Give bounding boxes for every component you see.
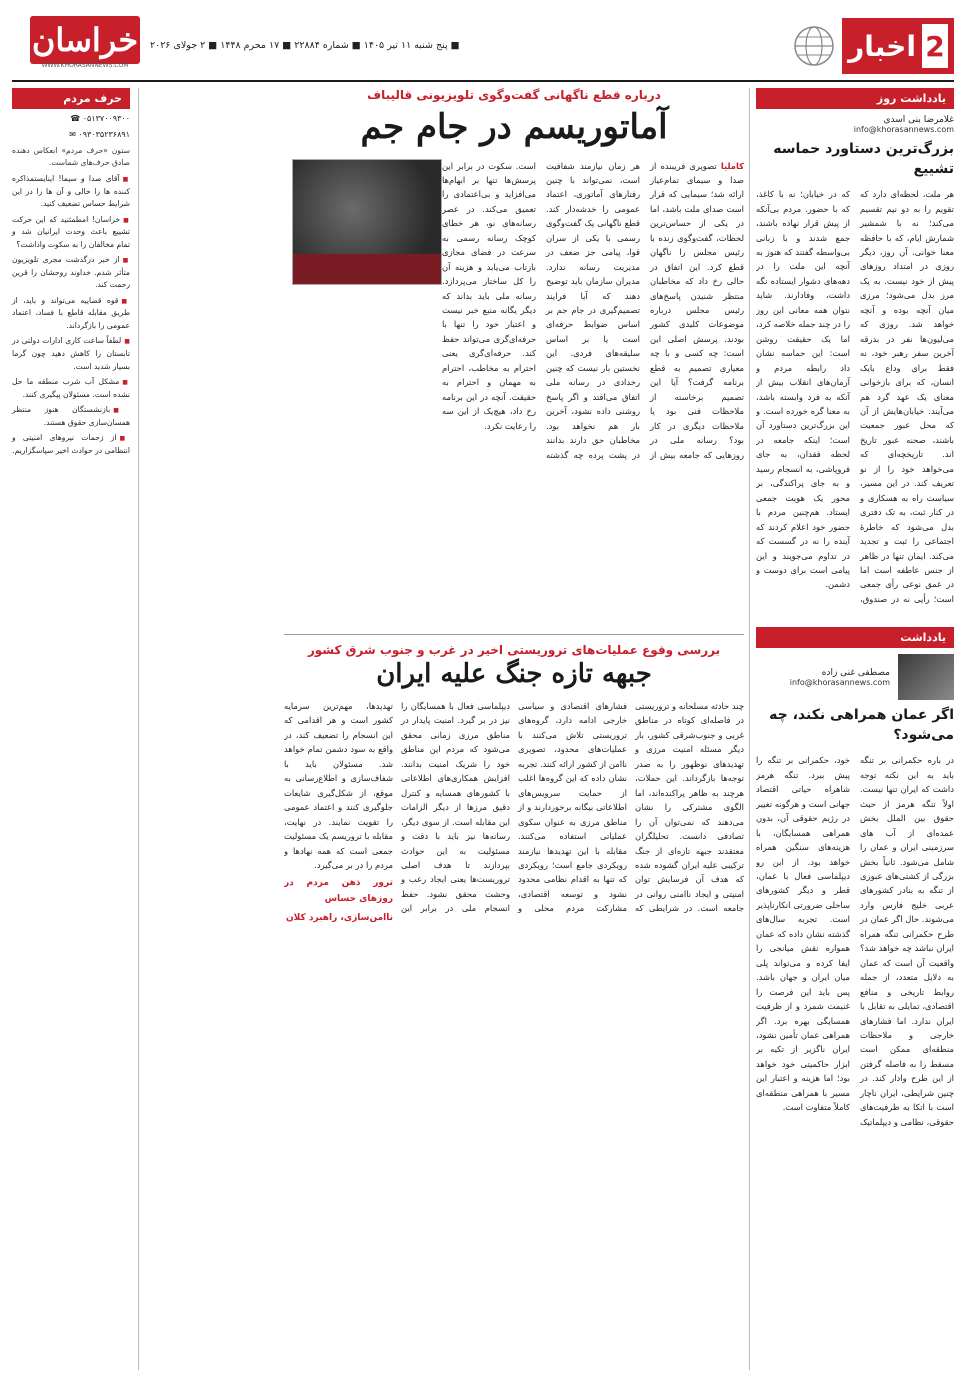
note-headline: بزرگ‌ترین دستاورد حماسه تشییع: [773, 141, 954, 177]
list-item: ■ آقای صدا و سیما! اینایستمذاکره کننده ها را خالی و آن ها را در این شرایط حساس تضعیف کنید.: [12, 173, 130, 211]
masthead-divider: [12, 80, 954, 82]
list-item: ■ از خبر درگذشت مجری تلویزیون متأثر شدم. خداوند روحشان را قرین رحمت کند.: [12, 254, 130, 292]
section-name: اخبار: [848, 29, 916, 63]
column-divider: [138, 88, 139, 1370]
note-author: غلامرضا بنی اسدی: [883, 115, 954, 125]
second-article: [284, 626, 744, 1299]
article-headline[interactable]: آماتوریسم در جام جم: [360, 107, 668, 147]
list-item: ■ خراسان! امطمئنید که این حرکت تشییع باعث وحدت ایرانیان شد و تمام مخالفان را به سکوت واداشت؟: [12, 214, 130, 252]
article-supertitle: درباره قطع ناگهانی گفت‌وگوی تلویزیونی قالیباف: [367, 88, 661, 102]
note-author-email[interactable]: info@khorasannews.com: [853, 125, 954, 134]
article-lead-label: کاملیا: [720, 160, 744, 171]
left-column: [12, 88, 130, 460]
contact-phone[interactable]: ☎ ۰۵۱۳۷۰۰۹۳۰۰: [70, 114, 130, 123]
note2-author-row: [756, 654, 954, 700]
article-divider: [284, 634, 744, 635]
people-voice-list: [12, 173, 130, 457]
list-item: ■ از زحمات نیروهای امنیتی و انتظامی در حوادث اخیر سپاسگزاریم.: [12, 432, 130, 457]
note2-box-title: یادداشت: [756, 627, 954, 648]
section-number: 2: [920, 22, 950, 70]
newspaper-logo[interactable]: خراسان: [30, 16, 140, 64]
logo-website: WWW.KHORASANNEWS.COM: [41, 62, 129, 69]
author-photo: [898, 654, 954, 700]
note2-author-email[interactable]: info@khorasannews.com: [789, 677, 890, 687]
dateline: ■ پنج شنبه ۱۱ تیر ۱۴۰۵ ■ شماره ۲۲۸۸۴ ■ ۱۷ محرم ۱۴۴۸ ■ ۲ جولای ۲۰۲۶: [150, 40, 460, 51]
column-divider: [749, 88, 750, 1370]
article-body-text: تصویری فریبنده از صدا و سیمای تمام‌عیار ارائه شد؛ سیمایی که قرار است صدای ملت باشد، اما در یکی از حساس‌ترین لحظات، گفت‌وگوی زنده با رئیس مجلس را ناگهان قطع کرد. این اتفاق در حالی رخ داد که مخاطبان منتظر شنیدن پاسخ‌های رئیس مجلس درباره موضوعات کلیدی کشور بودند. پرسش اصلی این است: چه کسی و با چه معیاری تصمیم به قطع برنامه گرفت؟ آیا این تصمیم برخاسته از ملاحظات فنی بود یا ملاحظات دیگری در کار بود؟ رسانه ملی در روزهایی که جامعه بیش از هر زمان نیازمند شفافیت است، نمی‌تواند با چنین رفتارهای آماتوری، اعتماد عمومی را خدشه‌دار کند. قطع ناگهانی یک گفت‌وگوی رسمی با یکی از سران قوا، پیامی جز ضعف در مدیریت رسانه ندارد. مدیران سازمان باید توضیح دهند که آیا فرایند تصمیم‌گیری در جام جم بر اساس ضوابط حرفه‌ای است یا بر اساس سلیقه‌های فردی. این نخستین بار نیست که چنین رخدادی در رسانه ملی اتفاق می‌افتد و اگر پاسخ روشنی داده نشود، آخرین بار هم نخواهد بود. مخاطبان حق دارند بدانند در پشت پرده چه گذشته است. سکوت در برابر این پرسش‌ها تنها بر ابهام‌ها می‌افزاید و بی‌اعتمادی را تعمیق می‌کند. در عصر رسانه‌های نو، هر خطای کوچک رسانه رسمی به سرعت در فضای مجازی بازتاب می‌یابد و هزینه آن را کل ساختار می‌پردازد. رسانه ملی باید بداند که دیگر یگانه منبع خبر نیست و اعتبار خود را تنها با حرفه‌ای‌گری می‌تواند حفظ کند. حرفه‌ای‌گری یعنی احترام به مخاطب، احترام به مهمان و احترام به حقیقت. آنچه در این برنامه رخ داد، هیچ‌یک از این سه را رعایت نکرد.: [442, 160, 744, 460]
note2-body: در باره حکمرانی بر تنگه باید به این نکته توجه داشت که ایران تنها نیست. اولاً تنگه هرمز از حیث حقوق بین الملل بخش عمده‌ای از آب های سرزمینی ایران و عمان را شامل می‌شود. ثانیاً بخش بزرگی از کشتی‌های عبوری از تنگه به بنادر کشورهای عربی خلیج فارس وارد می‌شوند. حال اگر عمان در طرح حکمرانی تنگه همراه ایران نباشد چه خواهد شد؟ واقعیت آن است که عمان به دلایل متعدد، از جمله روابط تاریخی و منافع اقتصادی، تمایلی به تقابل با ایران ندارد. اما فشارهای خارجی و ملاحظات منطقه‌ای ممکن است مسقط را به فاصله گرفتن از این طرح وادار کند. در چنین شرایطی، ایران ناچار است با اتکا به ظرفیت‌های حقوقی، نظامی و دیپلماتیک خود، حکمرانی بر تنگه را پیش ببرد. تنگه هرمز شاهراه حیاتی اقتصاد جهانی است و هرگونه تغییر در رژیم حقوقی آن، بدون همراهی همسایگان، با هزینه‌های سنگین همراه خواهد بود. از این رو دیپلماسی فعال با عمان، قطر و دیگر کشورهای ساحلی ضرورتی انکارناپذیر است. تجربه سال‌های گذشته نشان داده که عمان همواره نقش میانجی را ایفا کرده و می‌تواند پلی میان ایران و جهان باشد. پس باید این فرصت را غنیمت شمرد و از ظرفیت همسایگی بهره برد. اگر همراهی عمان تأمین نشود، ایران ناگزیر از تکیه بر ابزار حاکمیتی خود خواهد بود؛ اما هزینه و اعتبار این مسیر با همراهی منطقه‌ای کاملاً متفاوت است.: [756, 755, 954, 1127]
note2-author: مصطفی غنی زاده: [821, 667, 890, 678]
right-column: [756, 88, 954, 1223]
article-photo: [292, 159, 442, 285]
list-item: ■ لطفاً ساعت کاری ادارات دولتی در تابستان را کاهش دهید چون گرما بسیار شدید است.: [12, 335, 130, 373]
article2-body: [284, 699, 744, 1299]
contact-sms[interactable]: ✉ ۰۹۳۰۳۵۲۳۶۸۹۱: [69, 130, 130, 139]
note-box-title: یادداشت روز: [756, 88, 954, 109]
article2-subhead: ترور ذهن مردم در روزهای حساس: [284, 878, 393, 904]
article2-supertitle: بررسی وقوع عملیات‌های تروریستی اخیر در غرب و جنوب شرق کشور: [307, 643, 721, 657]
masthead: [0, 0, 966, 82]
list-item: ■ مشکل آب شرب منطقه ما حل نشده است. مسئولان پیگیری کنند.: [12, 376, 130, 401]
note-body: هر ملت، لحظه‌ای دارد که تقویم را به دو نیم تقسیم می‌کند؛ نه با شمشیر شمارش ایام، که با حافظه معنا خوانی. آن روز، دیگر روزی در امتداد روزهای پیش از خود نیست. به یک مرز بدل می‌شود؛ مرزی میان آنچه بوده و آنچه خواهد شد. روزی که می‌لیون‌ها نفر در بدرقه آخرین سفر رهبر خود، نه فقط برای وداع بایک انسان، که برای بازخوانی معنای یک عهد گرد هم می‌آیند. خیابان‌هایش از آن که محل عبور جمعیت باشند، صحنه عبور تاریخ اند. تاریخچه‌ای که می‌خواهد خود را از نو تعریف کند. در این مسیر، سیاست راه به هسکاری و در کنار ثبت، به تک دفتری بدل می‌شود که خاطرهٔ اجتماعی را ثبت و تجدید می‌کند. ایمان تنها در ظاهر از جنس عاطفه است اما در عمق نوعی رأی جمعی است؛ رأیی نه در صندوق، که در خیابان؛ نه با کاغذ، که با حضور. مردم بی‌آنکه از پیش قرار نهاده باشند، جمع شدند و با زبانی بی‌واسطه گفتند که هنوز به آنچه این ملت را در دهه‌های دشوار ایستاده نگه داشت، وفادارند. شاید نتوان همه معانی این روز را در چند جمله خلاصه کرد، اما یک حقیقت روشن است: این حماسه نشان داد رابطه مردم و آرمان‌های انقلاب بیش از آنکه به فرد وابسته باشد، به معنا گره خورده است. و این بزرگ‌ترین دستاورد آن است؛ اینکه جامعه در لحظه فقدان، به جای فروپاشی، به انسجام رسید و به جای پراکندگی، بر محور یک هویت جمعی ایستاد. هم‌چنین مردم با حضور خود اعلام کردند که آینده را نه در گسست که در تداوم می‌جویند و این پیامی است برای دوست و دشمن.: [756, 189, 954, 604]
list-item: ■ بازنشستگان هنوز منتظر همسان‌سازی حقوق هستند.: [12, 404, 130, 429]
section-tab[interactable]: [842, 18, 954, 74]
article-body: [442, 159, 744, 559]
article2-body-text: چند حادثه مسلحانه و تروریستی در فاصله‌ای کوتاه در مناطق غربی و جنوب‌شرقی کشور، بار دیگر مسئله امنیت مرزی و تهدیدهای نوظهور را به صدر توجه‌ها بازگرداند. این حملات، هرچند به ظاهر پراکنده‌اند، اما الگوی مشترکی را نشان می‌دهند که نمی‌توان آن را تصادفی دانست. تحلیلگران معتقدند جبهه تازه‌ای از جنگ ترکیبی علیه ایران گشوده شده که هدف آن فرسایش توان امنیتی و ایجاد ناامنی روانی در جامعه است. در شرایطی که فشارهای اقتصادی و سیاسی خارجی ادامه دارد، گروه‌های تروریستی تلاش می‌کنند با عملیات‌های محدود، تصویری ناامن از کشور ارائه کنند. تجربه نشان داده که این گروه‌ها اغلب از حمایت سرویس‌های اطلاعاتی بیگانه برخوردارند و از مناطق مرزی به عنوان سکوی عملیاتی استفاده می‌کنند. مقابله با این تهدیدها نیازمند رویکردی جامع است؛ رویکردی که تنها به اقدام نظامی محدود نشود و توسعه اقتصادی، مشارکت مردم محلی و دیپلماسی فعال با همسایگان را نیز در بر گیرد. امنیت پایدار در مناطق مرزی زمانی محقق می‌شود که مردم این مناطق خود را شریک امنیت بدانند. افزایش همکاری‌های اطلاعاتی با کشورهای همسایه و کنترل دقیق مرزها از دیگر الزامات این مقابله است. از سوی دیگر، رسانه‌ها نیز باید با دقت و مسئولیت به این حوادث بپردازند تا هدف اصلی تروریست‌ها یعنی ایجاد رعب و وحشت محقق نشود. حفظ انسجام ملی در برابر این تهدیدها، مهم‌ترین سرمایه کشور است و هر اقدامی که این انسجام را تضعیف کند، در واقع به سود دشمن تمام خواهد شد. مسئولان باید با شفاف‌سازی و اطلاع‌رسانی به موقع، از شکل‌گیری شایعات جلوگیری کنند و اعتماد عمومی را تقویت نمایند. در نهایت، مقابله با تروریسم یک مسئولیت جمعی است که همه نهادها و مردم را در بر می‌گیرد.: [284, 701, 744, 914]
people-voice-title: حرف مردم: [12, 88, 130, 109]
globe-icon: [792, 24, 836, 68]
people-voice-intro: ستون «حرف مردم» انعکاس دهنده صادق حرف‌های شماست.: [12, 146, 130, 168]
main-article: [284, 88, 744, 559]
article2-subhead: ناامن‌سازی، راهبرد کلان: [285, 913, 393, 924]
note2-headline: اگر عمان همراهی نکند، چه می‌شود؟: [769, 707, 954, 743]
article2-headline[interactable]: جبهه تازه جنگ علیه ایران: [376, 659, 652, 689]
list-item: ■ قوه قضاییه می‌تواند و باید، از طریق مقابله قاطع با فساد، اعتماد عمومی را بازگرداند.: [12, 295, 130, 333]
